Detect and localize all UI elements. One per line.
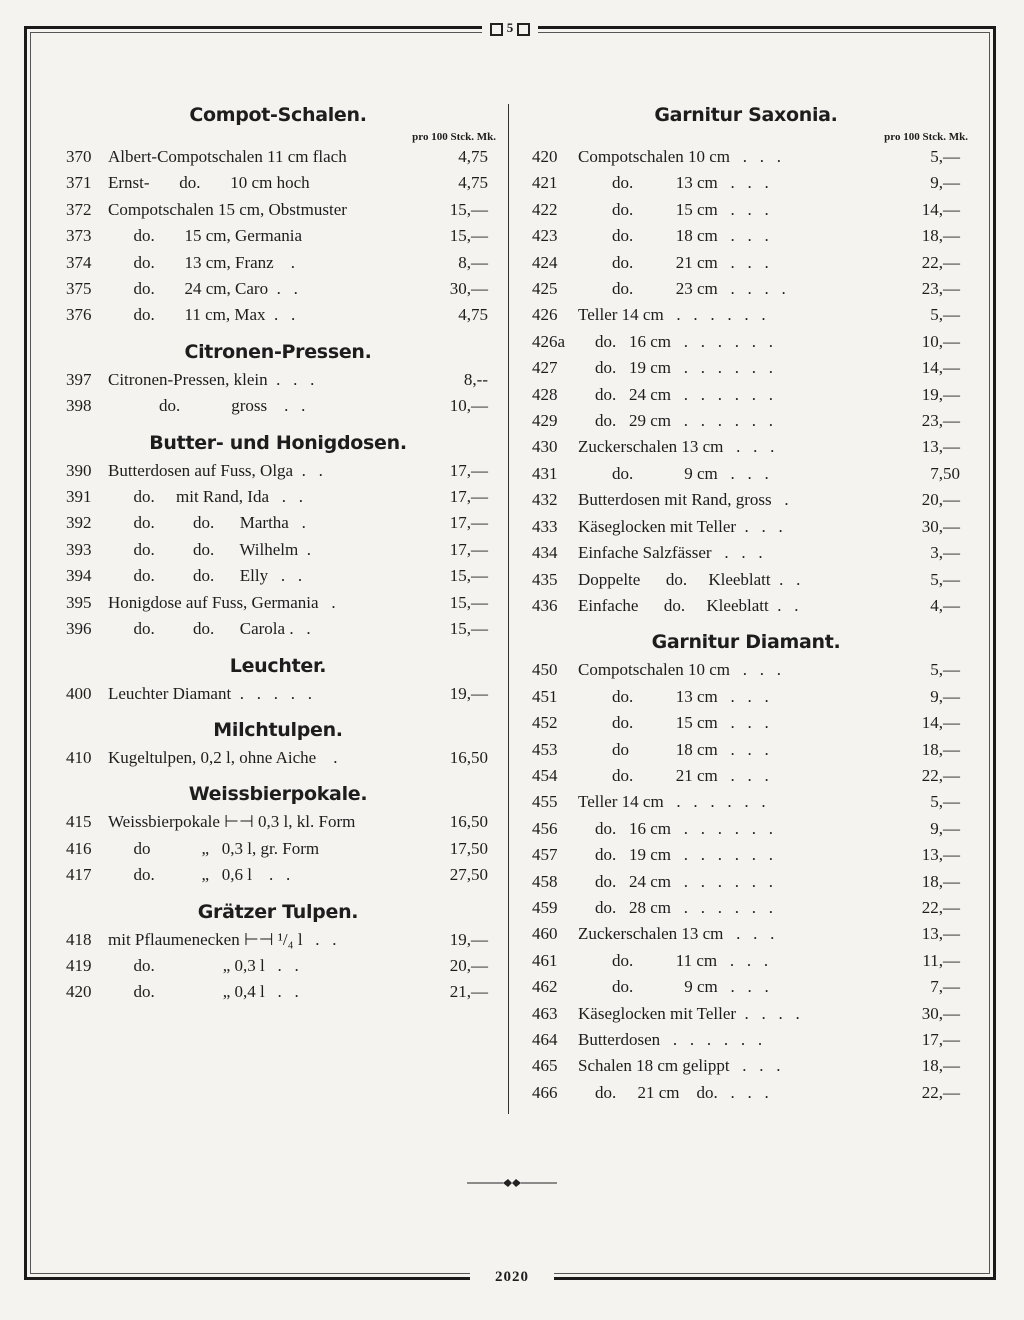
price-row: [58, 367, 498, 393]
item-price: 5,—: [930, 660, 960, 680]
item-number: 428: [532, 384, 558, 404]
item-price: 5,—: [930, 569, 960, 589]
item-price: 18,—: [921, 1056, 960, 1076]
item-number: 420: [66, 982, 92, 1002]
item-number: 415: [66, 812, 92, 832]
item-description: do. do. Elly . .: [108, 566, 303, 586]
price-row: [58, 510, 498, 536]
item-price: 30,—: [921, 1003, 960, 1023]
price-row: [58, 836, 498, 862]
price-row: [522, 737, 970, 763]
column-divider: [508, 104, 509, 1114]
price-row: [522, 869, 970, 895]
price-row: [522, 250, 970, 276]
price-row: [522, 567, 970, 593]
page-number: [482, 18, 538, 38]
item-description: do. 21 cm . . .: [578, 252, 769, 272]
item-price: 4,75: [458, 305, 488, 325]
end-ornament: [462, 1178, 562, 1190]
item-number: 425: [532, 279, 558, 299]
item-description: Leuchter Diamant . . . . .: [108, 683, 312, 703]
price-row: [58, 862, 498, 888]
price-row: [522, 434, 970, 460]
price-row: [522, 302, 970, 328]
section-heading: Garnitur Diamant.: [651, 631, 841, 654]
item-description: Einfache do. Kleeblatt . .: [578, 595, 799, 615]
square-ornament-icon: [490, 23, 503, 36]
price-row: [522, 540, 970, 566]
item-number: 370: [66, 147, 92, 166]
section-heading: Grätzer Tulpen.: [197, 900, 359, 923]
price-row: [58, 927, 498, 953]
price-unit-label: pro 100 Stck. Mk.: [884, 131, 968, 143]
price-row: [522, 170, 970, 196]
item-number: 459: [532, 897, 558, 917]
price-unit-label: pro 100 Stck. Mk.: [412, 131, 496, 143]
section-heading: Compot-Schalen.: [189, 104, 367, 126]
item-description: do. mit Rand, Ida . .: [108, 487, 304, 507]
item-number: 426: [532, 305, 558, 325]
price-row: [58, 170, 498, 196]
price-row: [522, 657, 970, 683]
item-price: 3,—: [930, 543, 960, 563]
item-description: Ernst- do. 10 cm hoch: [108, 173, 310, 193]
item-description: do. 13 cm . . .: [578, 686, 769, 706]
price-row: [58, 276, 498, 302]
price-row: [58, 590, 498, 616]
item-number: 410: [66, 747, 92, 767]
price-row: [58, 197, 498, 223]
price-row: [522, 487, 970, 513]
item-description: Weissbierpokale ⊢⊣ 0,3 l, kl. Form: [108, 812, 356, 832]
item-number: 417: [66, 865, 92, 885]
item-price: 16,50: [449, 812, 488, 832]
item-price: 17,50: [449, 838, 488, 858]
price-row: [522, 1080, 970, 1106]
price-row: [522, 974, 970, 1000]
item-description: do. „ 0,3 l . .: [108, 955, 299, 975]
item-price: 8,--: [463, 369, 488, 389]
price-row: [522, 842, 970, 868]
item-description: do. 21 cm do. . . .: [578, 1082, 769, 1102]
item-description: Butterdosen . . . . . .: [578, 1030, 763, 1049]
item-price: 5,—: [930, 305, 960, 325]
price-row: [58, 563, 498, 589]
item-price: 17,—: [921, 1030, 960, 1049]
item-number: 395: [66, 592, 92, 612]
item-number: 427: [532, 358, 558, 378]
item-description: do. 15 cm, Germania: [108, 226, 303, 246]
item-price: 17,—: [449, 487, 488, 507]
item-number: 372: [66, 199, 92, 219]
price-row: [522, 514, 970, 540]
item-description: do. 19 cm . . . . . .: [578, 845, 774, 865]
item-number: 423: [532, 226, 558, 246]
item-price: 16,50: [449, 747, 488, 767]
section-heading: Milchtulpen.: [213, 718, 343, 741]
item-price: 21,—: [449, 982, 488, 1002]
item-price: 5,—: [930, 147, 960, 166]
square-ornament-icon: [517, 23, 530, 36]
item-price: 20,—: [921, 490, 960, 510]
item-number: 454: [532, 765, 558, 785]
price-row: [522, 816, 970, 842]
bottom-mark: 2020: [470, 1266, 554, 1288]
item-description: do. 16 cm . . . . . .: [578, 818, 774, 838]
item-number: 465: [532, 1056, 558, 1076]
item-description: do. 18 cm . . .: [578, 226, 769, 246]
item-number: 466: [532, 1082, 558, 1102]
item-number: 416: [66, 838, 92, 858]
item-description: Doppelte do. Kleeblatt . .: [578, 569, 801, 589]
item-number: 463: [532, 1003, 558, 1023]
item-description: do. 19 cm . . . . . .: [578, 358, 774, 378]
item-description: do. 24 cm . . . . . .: [578, 871, 774, 891]
item-price: 4,—: [930, 595, 960, 615]
item-price: 19,—: [921, 384, 960, 404]
item-number: 452: [532, 713, 558, 733]
item-number: 458: [532, 871, 558, 891]
item-number: 436: [532, 595, 558, 615]
price-row: [522, 355, 970, 381]
price-row: [522, 710, 970, 736]
item-price: 4,75: [458, 173, 488, 193]
item-price: 19,—: [449, 929, 488, 949]
price-row: [522, 461, 970, 487]
price-row: [58, 144, 498, 170]
price-row: [522, 684, 970, 710]
item-price: 17,—: [449, 539, 488, 559]
item-description: do. 23 cm . . . .: [578, 279, 786, 299]
item-description: do. 15 cm . . .: [578, 713, 769, 733]
price-row: [58, 616, 498, 642]
item-price: 8,—: [458, 252, 488, 272]
item-description: do. „ 0,6 l . .: [108, 865, 291, 885]
item-price: 9,—: [930, 818, 960, 838]
price-row: [522, 921, 970, 947]
section-heading: Weissbierpokale.: [188, 783, 368, 806]
item-price: 13,—: [921, 437, 960, 457]
item-price: 23,—: [921, 279, 960, 299]
item-price: 22,—: [921, 1082, 960, 1102]
item-number: 429: [532, 411, 558, 431]
item-number: 451: [532, 686, 558, 706]
item-number: 455: [532, 792, 558, 812]
item-description: do. do. Martha .: [108, 513, 306, 533]
item-number: 400: [66, 683, 92, 703]
item-description: do. 13 cm, Franz .: [108, 252, 295, 272]
left-column: [58, 100, 498, 1006]
item-number: 434: [532, 543, 558, 563]
price-row: [58, 979, 498, 1005]
item-number: 420: [532, 147, 558, 166]
item-number: 376: [66, 305, 92, 325]
item-price: 19,—: [449, 683, 488, 703]
item-number: 393: [66, 539, 92, 559]
item-price: 10,—: [921, 331, 960, 351]
item-description: do 18 cm . . .: [578, 739, 769, 759]
item-price: 22,—: [921, 897, 960, 917]
item-price: 17,—: [449, 513, 488, 533]
item-price: 15,—: [449, 566, 488, 586]
item-description: do. 21 cm . . .: [578, 765, 769, 785]
price-row: [522, 789, 970, 815]
item-price: 13,—: [921, 845, 960, 865]
item-description: Butterdosen mit Rand, gross .: [578, 490, 789, 510]
item-price: 4,75: [458, 147, 488, 166]
item-price: 18,—: [921, 739, 960, 759]
item-price: 15,—: [449, 199, 488, 219]
item-description: Teller 14 cm . . . . . .: [578, 792, 766, 812]
price-row: [522, 144, 970, 170]
item-price: 9,—: [930, 686, 960, 706]
price-row: [522, 276, 970, 302]
item-number: 460: [532, 924, 558, 944]
item-number: 424: [532, 252, 558, 272]
item-number: 392: [66, 513, 92, 533]
item-number: 396: [66, 619, 92, 639]
item-number: 397: [66, 369, 92, 389]
item-description: Einfache Salzfässer . . .: [578, 543, 763, 563]
item-description: Kugeltulpen, 0,2 l, ohne Aiche .: [108, 747, 338, 767]
item-number: 450: [532, 660, 558, 680]
price-row: [58, 302, 498, 328]
item-description: Butterdosen auf Fuss, Olga . .: [108, 460, 323, 480]
section-heading: Garnitur Saxonia.: [654, 104, 838, 126]
item-description: do. 9 cm . . .: [578, 463, 769, 483]
price-row: [522, 382, 970, 408]
flourish-icon: [467, 1178, 557, 1188]
item-price: 10,—: [449, 396, 488, 416]
price-row: [58, 745, 498, 771]
right-column: [522, 100, 970, 1106]
item-price: 30,—: [921, 516, 960, 536]
item-price: 17,—: [449, 460, 488, 480]
item-description: Teller 14 cm . . . . . .: [578, 305, 766, 325]
price-row: [522, 1053, 970, 1079]
section-heading: Butter- und Honigdosen.: [149, 431, 407, 454]
item-description: do. 15 cm . . .: [578, 199, 769, 219]
item-price: 9,—: [930, 173, 960, 193]
item-number: 371: [66, 173, 92, 193]
price-row: [58, 393, 498, 419]
page-number-text: 5: [506, 20, 514, 35]
item-price: 18,—: [921, 871, 960, 891]
item-number: 457: [532, 845, 558, 865]
item-price: 14,—: [921, 713, 960, 733]
section-heading: Citronen-Pressen.: [184, 340, 372, 363]
price-row: [58, 537, 498, 563]
price-row: [58, 953, 498, 979]
item-price: 14,—: [921, 358, 960, 378]
price-row: [58, 458, 498, 484]
price-row: [522, 1001, 970, 1027]
item-description: Zuckerschalen 13 cm . . .: [578, 924, 775, 944]
price-row: [58, 484, 498, 510]
price-row: [58, 223, 498, 249]
item-number: 374: [66, 252, 92, 272]
item-price: 23,—: [921, 411, 960, 431]
item-number: 462: [532, 977, 558, 997]
price-row: [522, 763, 970, 789]
section-heading: Leuchter.: [229, 654, 327, 677]
item-number: 456: [532, 818, 558, 838]
item-description: do. 11 cm, Max . .: [108, 305, 296, 325]
item-price: 11,—: [922, 950, 960, 970]
price-row: [522, 593, 970, 619]
item-number: 431: [532, 463, 558, 483]
price-row: [58, 809, 498, 835]
item-description: Compotschalen 15 cm, Obstmuster: [108, 199, 347, 219]
item-number: 391: [66, 487, 92, 507]
item-description: do. 24 cm . . . . . .: [578, 384, 774, 404]
item-description: Albert-Compotschalen 11 cm flach: [108, 147, 347, 166]
item-price: 22,—: [921, 252, 960, 272]
item-description: do. 28 cm . . . . . .: [578, 897, 774, 917]
item-description: Honigdose auf Fuss, Germania .: [108, 592, 336, 612]
price-row: [58, 681, 498, 707]
item-number: 419: [66, 955, 92, 975]
price-row: [522, 223, 970, 249]
item-number: 390: [66, 460, 92, 480]
item-description: Zuckerschalen 13 cm . . .: [578, 437, 775, 457]
item-number: 453: [532, 739, 558, 759]
item-price: 15,—: [449, 226, 488, 246]
item-description: do. 29 cm . . . . . .: [578, 411, 774, 431]
item-description: do „ 0,3 l, gr. Form: [108, 838, 320, 858]
item-price: 15,—: [449, 619, 488, 639]
item-description: do. „ 0,4 l . .: [108, 982, 299, 1002]
item-description: do. 24 cm, Caro . .: [108, 279, 298, 299]
item-description: Käseglocken mit Teller . . .: [578, 516, 783, 536]
item-description: Citronen-Pressen, klein . . .: [108, 369, 315, 389]
item-description: do. 16 cm . . . . . .: [578, 331, 774, 351]
price-row: [522, 1027, 970, 1053]
item-price: 5,—: [930, 792, 960, 812]
price-row: [522, 408, 970, 434]
item-description: do. do. Carola . .: [108, 619, 311, 639]
price-row: [58, 250, 498, 276]
price-row: [522, 329, 970, 355]
item-number: 426a: [532, 331, 566, 351]
price-row: [522, 948, 970, 974]
item-price: 14,—: [921, 199, 960, 219]
item-description: Compotschalen 10 cm . . .: [578, 147, 782, 166]
item-description: do. gross . .: [108, 396, 306, 416]
item-number: 421: [532, 173, 558, 193]
item-number: 433: [532, 516, 558, 536]
item-price: 18,—: [921, 226, 960, 246]
item-price: 7,50: [930, 463, 960, 483]
item-number: 422: [532, 199, 558, 219]
item-description: Compotschalen 10 cm . . .: [578, 660, 782, 680]
item-number: 464: [532, 1030, 558, 1049]
item-number: 398: [66, 396, 92, 416]
item-number: 373: [66, 226, 92, 246]
item-price: 27,50: [449, 865, 488, 885]
item-description: do. 9 cm . . .: [578, 977, 769, 997]
item-description: mit Pflaumenecken ⊢⊣ ¹/₄ l . .: [108, 929, 337, 949]
item-price: 7,—: [930, 977, 960, 997]
item-price: 20,—: [449, 955, 488, 975]
item-number: 418: [66, 929, 92, 949]
item-description: Schalen 18 cm gelippt . . .: [578, 1056, 781, 1076]
item-price: 15,—: [449, 592, 488, 612]
item-number: 435: [532, 569, 558, 589]
item-description: Käseglocken mit Teller . . . .: [578, 1003, 800, 1023]
item-description: do. do. Wilhelm .: [108, 539, 311, 559]
item-number: 432: [532, 490, 558, 510]
price-row: [522, 197, 970, 223]
item-price: 22,—: [921, 765, 960, 785]
item-description: do. 11 cm . . .: [578, 950, 769, 970]
item-price: 13,—: [921, 924, 960, 944]
item-price: 30,—: [449, 279, 488, 299]
item-number: 394: [66, 566, 92, 586]
price-row: [522, 895, 970, 921]
item-number: 375: [66, 279, 92, 299]
item-description: do. 13 cm . . .: [578, 173, 769, 193]
item-number: 430: [532, 437, 558, 457]
item-number: 461: [532, 950, 558, 970]
